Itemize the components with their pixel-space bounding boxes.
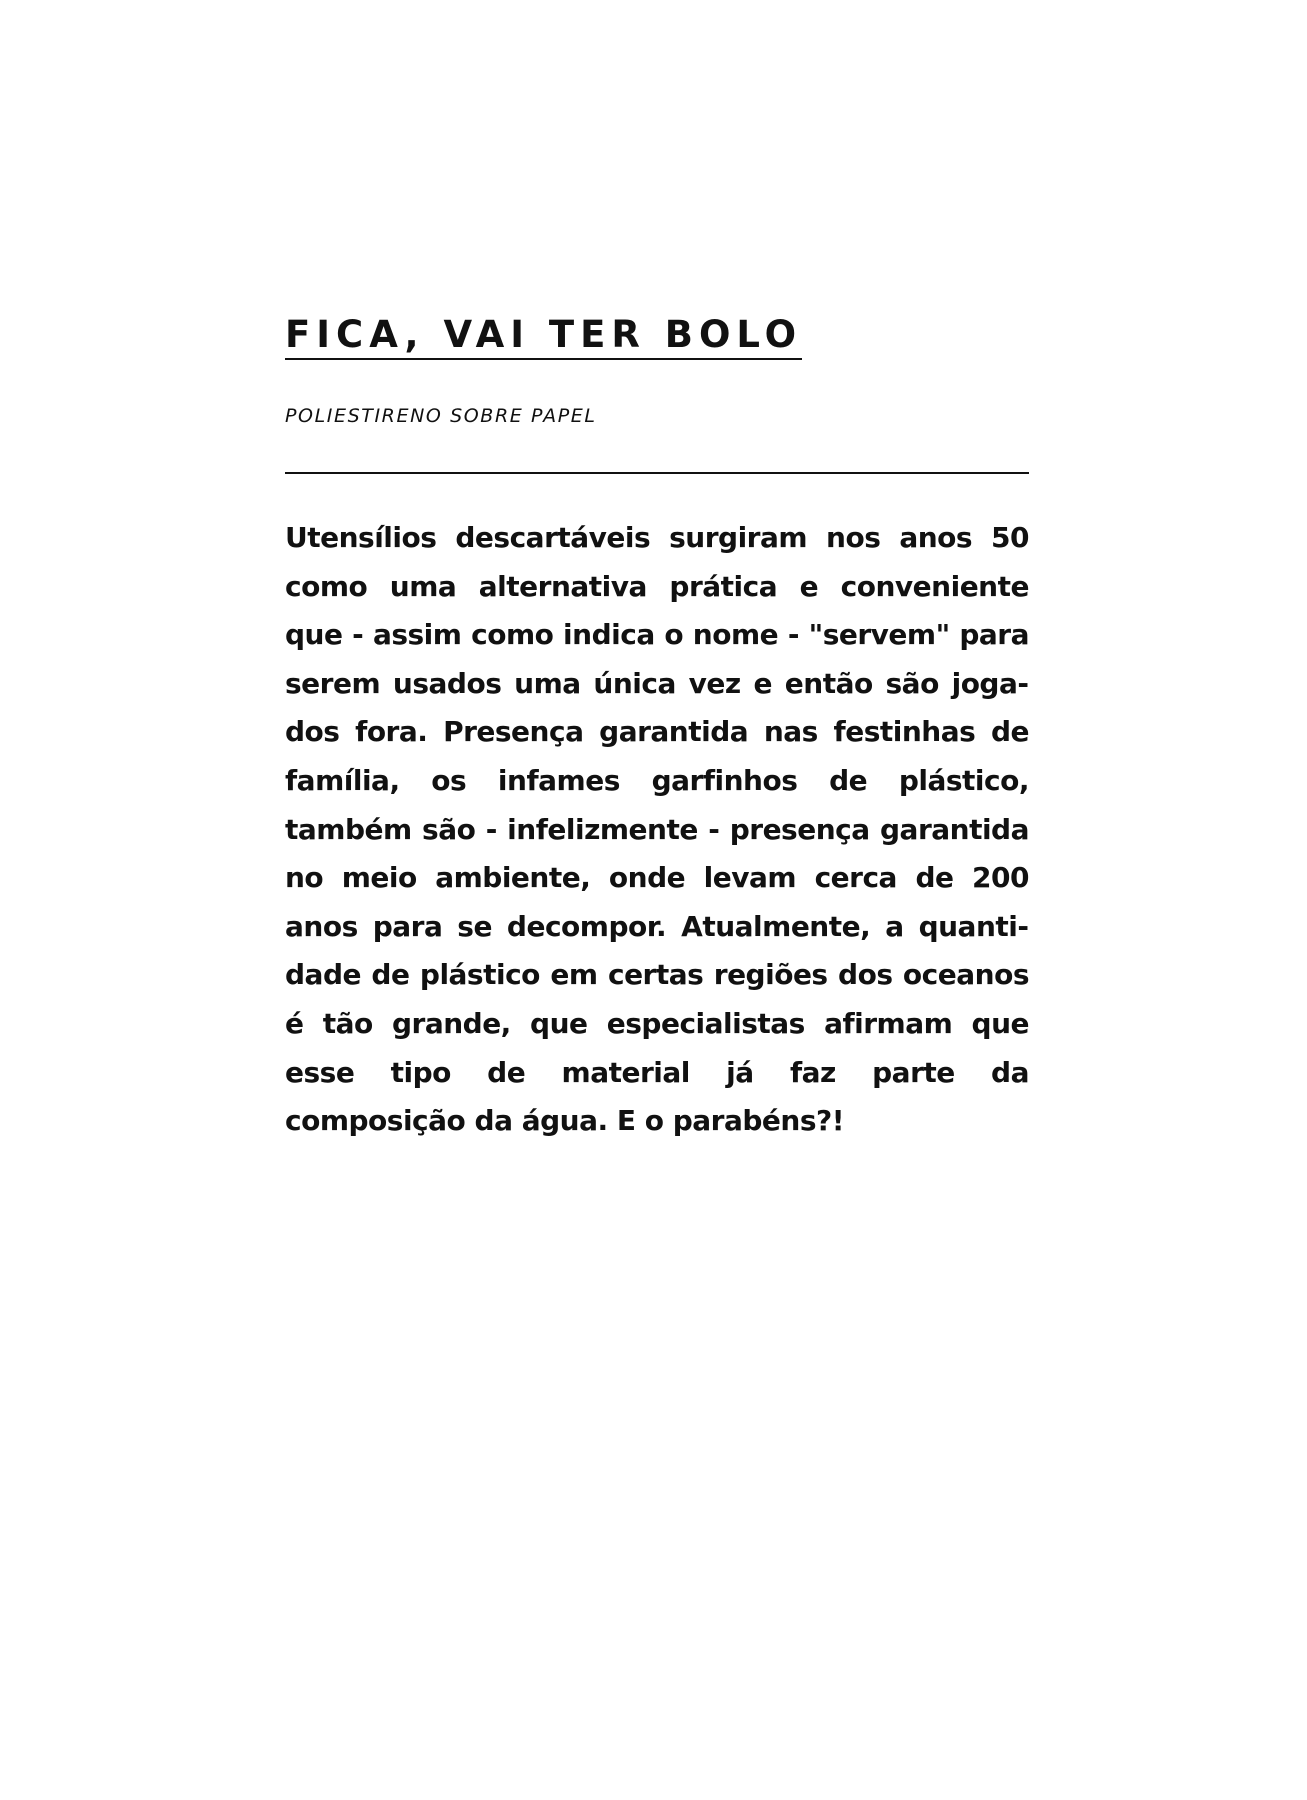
artwork-title: FICA, VAI TER BOLO bbox=[285, 312, 802, 360]
divider-line bbox=[285, 472, 1029, 474]
artwork-description: Utensílios descartáveis surgiram nos anos 50 como uma alternativa prática e conveniente que - assim como indica o nome - "servem" para serem usados uma única vez e então são jogados fora. Presença garantida nas festinhas de família, os infames garfinhos de plástico, também são - infelizmente - presença garantida no meio ambiente, onde levam cerca de 200 anos para se decompor. Atualmente, a quantidade de plástico em certas regiões dos oceanos é tão grande, que especialistas afirmam que esse tipo de material já faz parte da composição da água. E o parabéns?! bbox=[285, 521, 1029, 1138]
artwork-label-card bbox=[285, 312, 1029, 1146]
artwork-medium: POLIESTIRENO SOBRE PAPEL bbox=[285, 405, 597, 427]
